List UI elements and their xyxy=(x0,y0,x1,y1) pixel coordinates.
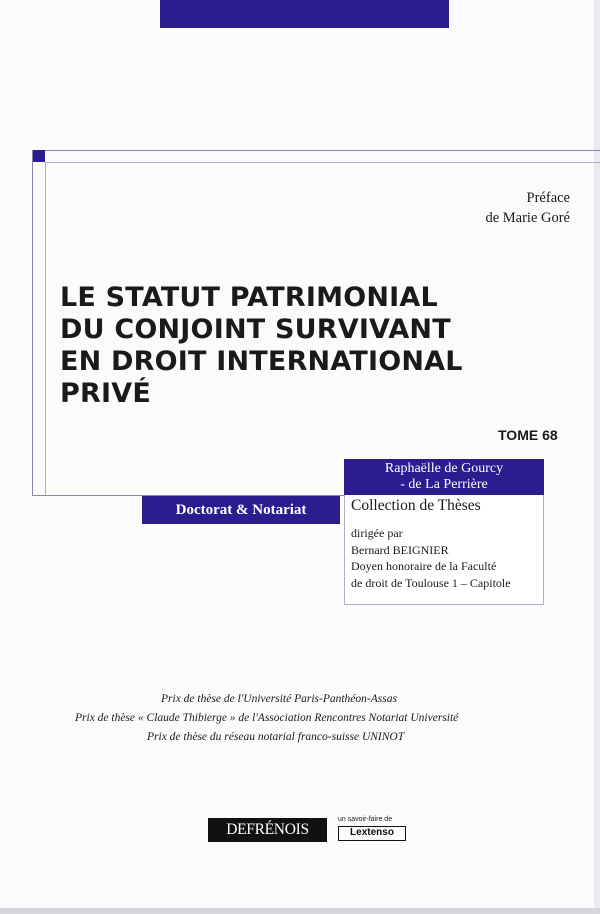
preface-label: Préface xyxy=(526,190,570,206)
title-line: EN DROIT INTERNATIONAL xyxy=(60,346,463,377)
publisher-group-logo: Lextenso xyxy=(338,826,406,841)
preface-author: de Marie Goré xyxy=(485,210,570,226)
collection-line: Doyen honoraire de la Faculté xyxy=(351,559,497,573)
prize-line: Prix de thèse « Claude Thibierge » de l'Association Rencontres Notariat Université xyxy=(75,712,459,724)
prize-line: Prix de thèse du réseau notarial franco-suisse UNINOT xyxy=(147,731,405,743)
preface xyxy=(470,188,570,228)
top-accent-bar xyxy=(160,0,449,28)
collection-details xyxy=(351,525,511,591)
author-line: Raphaëlle de Gourcy xyxy=(384,461,504,476)
collection-line: de droit de Toulouse 1 – Capitole xyxy=(351,575,511,590)
prize-line: Prix de thèse de l'Université Paris-Panthéon-Assas xyxy=(161,693,397,705)
publisher-logo: DEFRÉNOIS xyxy=(208,818,327,842)
collection-line: dirigée par xyxy=(351,526,403,540)
book-title xyxy=(60,282,580,410)
publisher-tagline: un savoir-faire de xyxy=(338,816,393,823)
frame-line-left xyxy=(32,150,33,496)
cover-edge-right xyxy=(594,0,600,914)
title-line: DU CONJOINT SURVIVANT xyxy=(60,314,451,345)
collection-title: Collection de Thèses xyxy=(351,497,481,514)
prizes xyxy=(0,690,600,747)
title-line: LE STATUT PATRIMONIAL xyxy=(60,282,438,313)
author-box xyxy=(344,459,544,495)
frame-line-top-inner xyxy=(45,162,600,163)
author-line: - de La Perrière xyxy=(400,477,488,492)
frame-line-top xyxy=(32,150,600,151)
corner-square xyxy=(33,150,45,162)
series-label: Doctorat & Notariat xyxy=(142,496,340,524)
cover-edge-bottom xyxy=(0,908,600,914)
collection-line: Bernard BEIGNIER xyxy=(351,542,449,557)
title-line: PRIVÉ xyxy=(60,378,151,409)
frame-line-left-inner xyxy=(45,162,46,496)
tome-number: TOME 68 xyxy=(498,427,558,443)
